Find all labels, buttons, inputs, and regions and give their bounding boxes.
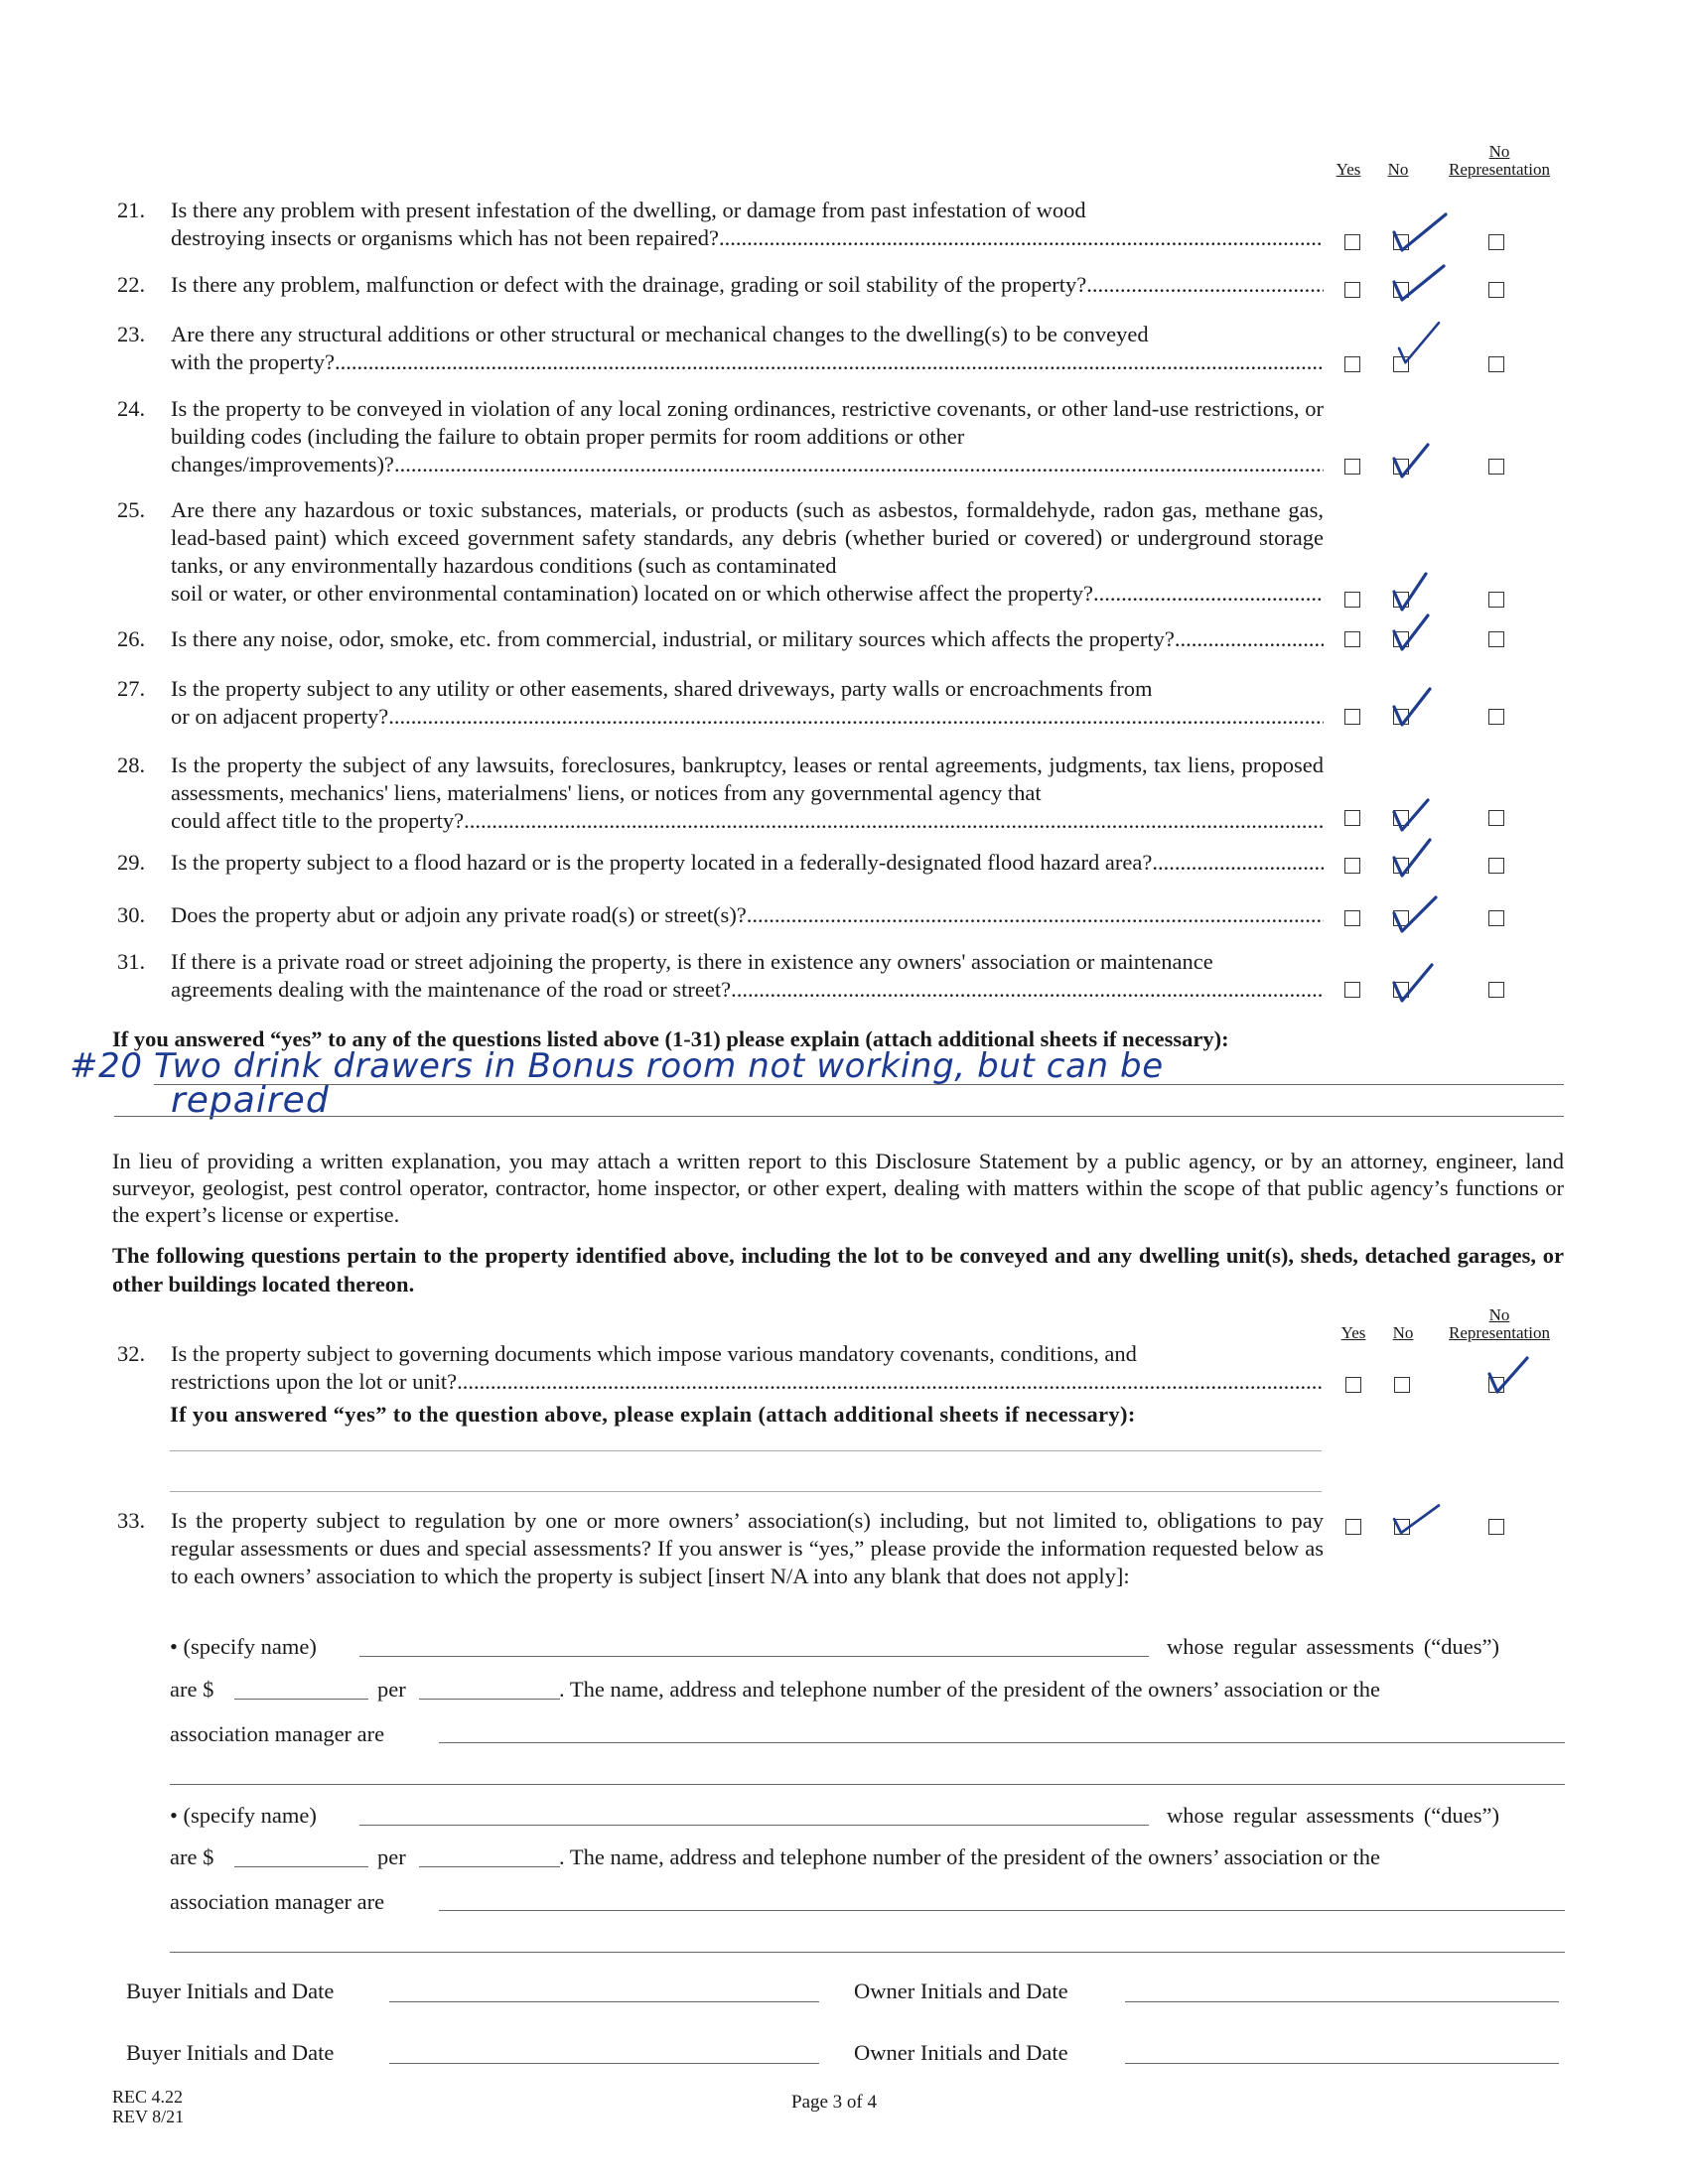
checkbox-norep-21[interactable] bbox=[1488, 234, 1504, 250]
question-number: 25. bbox=[117, 497, 146, 522]
question-text: Is the property subject to any utility or other easements, shared driveways, party walls or encroachments from bbox=[171, 676, 1153, 701]
handwritten-check-mark-27 bbox=[1388, 685, 1450, 733]
checkbox-yes-22[interactable] bbox=[1344, 282, 1360, 298]
col-representation-label: Representation bbox=[1449, 1323, 1550, 1342]
handwritten-check-mark-22 bbox=[1388, 260, 1450, 308]
checkbox-yes-21[interactable] bbox=[1344, 234, 1360, 250]
question-text-last: soil or water, or other environmental contamination) located on or which otherwise affect the property? bbox=[171, 581, 1093, 606]
col-no-representation-header-2 bbox=[1430, 1306, 1569, 1342]
hoa-name-address-label-2: . The name, address and telephone number of the president of the owners’ association or the bbox=[559, 1844, 1381, 1869]
question-number: 21. bbox=[117, 198, 146, 222]
col-no-header: No bbox=[1387, 160, 1409, 179]
question-22 bbox=[117, 271, 1324, 299]
section-note: The following questions pertain to the property identified above, including the lot to be conveyed and any dwelling unit(s), sheds, detached garages, or other buildings located thereon. bbox=[112, 1243, 1564, 1297]
explain-prompt: If you answered “yes” to any of the questions listed above (1-31) please explain (attach additional sheets if necessary): bbox=[112, 1026, 1229, 1051]
col-no-representation-header bbox=[1430, 143, 1569, 179]
checkbox-norep-33[interactable] bbox=[1488, 1519, 1504, 1535]
question-text-last: destroying insects or organisms which has not been repaired? bbox=[171, 225, 719, 250]
buyer-initials-label-2: Buyer Initials and Date bbox=[126, 2040, 335, 2065]
lieu-paragraph: In lieu of providing a written explanation, you may attach a written report to this Disclosure Statement by a public agency, or by an attorney, engineer, land surveyor, geologist, pest control operator, contractor, home inspector, or other expert, dealing with matters within the scope of that public agency’s functions or the expert’s license or expertise. bbox=[112, 1149, 1564, 1227]
hoa-dues-period-field-1[interactable] bbox=[419, 1699, 560, 1700]
hoa-manager-field-1b[interactable] bbox=[170, 1784, 1565, 1785]
checkbox-yes-29[interactable] bbox=[1344, 858, 1360, 874]
question-text-last: agreements dealing with the maintenance of the road or street? bbox=[171, 977, 732, 1002]
checkbox-norep-22[interactable] bbox=[1488, 282, 1504, 298]
form-code: REC 4.22 bbox=[112, 2087, 184, 2107]
question-23 bbox=[117, 321, 1324, 376]
question-26 bbox=[117, 625, 1324, 653]
hoa-manager-field-2b[interactable] bbox=[170, 1952, 1565, 1953]
hoa-name-address-label-1: . The name, address and telephone number of the president of the owners’ association or the bbox=[559, 1677, 1381, 1702]
checkbox-norep-28[interactable] bbox=[1488, 810, 1504, 826]
question-number: 28. bbox=[117, 752, 146, 777]
question-30 bbox=[117, 901, 1324, 929]
handwritten-check-mark-24 bbox=[1388, 437, 1450, 484]
page-number: Page 3 of 4 bbox=[791, 2092, 878, 2113]
owner-initials-label-1: Owner Initials and Date bbox=[854, 1979, 1068, 2003]
q32-explanation-line-1[interactable] bbox=[170, 1450, 1322, 1451]
question-text-last: Is the property subject to a flood hazard or is the property located in a federally-designated flood hazard area? bbox=[171, 850, 1153, 875]
checkbox-norep-26[interactable] bbox=[1488, 631, 1504, 647]
question-25 bbox=[117, 496, 1324, 608]
checkbox-norep-27[interactable] bbox=[1488, 709, 1504, 725]
checkbox-yes-23[interactable] bbox=[1344, 356, 1360, 372]
handwritten-explanation-line1: #20 Two drink drawers in Bonus room not working, but can be bbox=[70, 1046, 1164, 1086]
handwritten-check-mark-33 bbox=[1389, 1497, 1451, 1545]
q32-explain-prompt: If you answered “yes” to the question above, please explain (attach additional sheets if necessary): bbox=[170, 1402, 1136, 1427]
hoa-manager-label-1: association manager are bbox=[170, 1721, 385, 1746]
owner-initials-field-1[interactable] bbox=[1125, 2001, 1559, 2002]
question-text-last: could affect title to the property? bbox=[171, 808, 465, 833]
question-text-last: Is there any noise, odor, smoke, etc. from commercial, industrial, or military sources which affects the property? bbox=[171, 626, 1175, 651]
q32-explanation-line-2[interactable] bbox=[170, 1491, 1322, 1492]
owner-initials-field-2[interactable] bbox=[1125, 2063, 1559, 2064]
hoa-name-field-2[interactable] bbox=[359, 1825, 1149, 1826]
handwritten-explanation-line2: repaired bbox=[171, 1080, 330, 1121]
hoa-specify-name-label-2: • (specify name) bbox=[170, 1803, 317, 1828]
explanation-line-1[interactable] bbox=[154, 1084, 1564, 1085]
checkbox-no-32[interactable] bbox=[1394, 1377, 1410, 1393]
hoa-manager-field-1[interactable] bbox=[439, 1742, 1565, 1743]
question-text-last: changes/improvements)? bbox=[171, 452, 394, 477]
question-text-last: Is there any problem, malfunction or defect with the drainage, grading or soil stability of the property? bbox=[171, 272, 1087, 297]
form-revision: REV 8/21 bbox=[112, 2107, 185, 2126]
owner-initials-label-2: Owner Initials and Date bbox=[854, 2040, 1068, 2065]
handwritten-check-mark-23 bbox=[1388, 320, 1450, 367]
col-no-label: No bbox=[1488, 142, 1510, 161]
buyer-initials-field-2[interactable] bbox=[389, 2063, 819, 2064]
question-number: 26. bbox=[117, 626, 146, 651]
hoa-manager-label-2: association manager are bbox=[170, 1889, 385, 1914]
question-text: If there is a private road or street adjoining the property, is there in existence any owners' association or maintenance bbox=[171, 949, 1213, 974]
checkbox-yes-25[interactable] bbox=[1344, 592, 1360, 608]
question-text-last: with the property? bbox=[171, 349, 335, 374]
col-yes-header-2: Yes bbox=[1340, 1323, 1366, 1342]
handwritten-check-mark-25 bbox=[1388, 568, 1450, 615]
question-text: Is the property to be conveyed in violation of any local zoning ordinances, restrictive covenants, or other land-use restrictions, or building codes (including the failure to obtain proper permits for room additions or other bbox=[171, 396, 1324, 449]
handwritten-check-mark-21 bbox=[1388, 210, 1450, 258]
checkbox-yes-33[interactable] bbox=[1345, 1519, 1361, 1535]
hoa-dues-amount-field-1[interactable] bbox=[234, 1699, 368, 1700]
hoa-whose-label-1: whose regular assessments (“dues”) bbox=[1167, 1634, 1500, 1659]
hoa-are-label-2: are $ bbox=[170, 1844, 214, 1869]
checkbox-norep-24[interactable] bbox=[1488, 459, 1504, 475]
hoa-manager-field-2[interactable] bbox=[439, 1910, 1565, 1911]
checkbox-yes-30[interactable] bbox=[1344, 910, 1360, 926]
question-33 bbox=[117, 1507, 1324, 1590]
checkbox-yes-32[interactable] bbox=[1345, 1377, 1361, 1393]
question-number: 24. bbox=[117, 396, 146, 421]
handwritten-check-mark-29 bbox=[1388, 834, 1450, 882]
question-text: Is the property subject to governing documents which impose various mandatory covenants, conditions, and bbox=[171, 1341, 1137, 1366]
hoa-dues-period-field-2[interactable] bbox=[419, 1866, 560, 1867]
handwritten-check-mark-28 bbox=[1388, 790, 1450, 838]
handwritten-check-mark-26 bbox=[1388, 610, 1450, 657]
explanation-line-2[interactable] bbox=[114, 1116, 1564, 1117]
col-no-header-2: No bbox=[1392, 1323, 1414, 1342]
question-27 bbox=[117, 675, 1324, 731]
hoa-specify-name-label-1: • (specify name) bbox=[170, 1634, 317, 1659]
checkbox-yes-24[interactable] bbox=[1344, 459, 1360, 475]
question-28 bbox=[117, 751, 1324, 835]
checkbox-yes-31[interactable] bbox=[1344, 982, 1360, 998]
checkbox-norep-31[interactable] bbox=[1488, 982, 1504, 998]
question-number: 22. bbox=[117, 272, 146, 297]
question-text: Are there any hazardous or toxic substances, materials, or products (such as asbestos, formaldehyde, radon gas, methane gas, lead-based paint) which exceed government safety standards, any debris (whether buried or covered) or underground storage tanks, or any environmentally hazardous conditions (such as contaminated bbox=[171, 497, 1324, 578]
checkbox-yes-28[interactable] bbox=[1344, 810, 1360, 826]
hoa-per-label-2: per bbox=[377, 1844, 406, 1869]
form-number bbox=[112, 2087, 184, 2126]
checkbox-yes-27[interactable] bbox=[1344, 709, 1360, 725]
question-21 bbox=[117, 197, 1324, 252]
col-no-label: No bbox=[1488, 1305, 1510, 1324]
question-29 bbox=[117, 849, 1324, 877]
question-text: Are there any structural additions or other structural or mechanical changes to the dwelling(s) to be conveyed bbox=[171, 322, 1149, 346]
question-number: 32. bbox=[117, 1341, 146, 1366]
question-number: 23. bbox=[117, 322, 146, 346]
question-number: 33. bbox=[117, 1508, 146, 1533]
checkbox-norep-23[interactable] bbox=[1488, 356, 1504, 372]
question-text-last: restrictions upon the lot or unit? bbox=[171, 1369, 458, 1394]
buyer-initials-field-1[interactable] bbox=[389, 2001, 819, 2002]
question-31 bbox=[117, 948, 1324, 1004]
handwritten-check-mark-30 bbox=[1388, 891, 1450, 939]
hoa-dues-amount-field-2[interactable] bbox=[234, 1866, 368, 1867]
handwritten-check-mark-31 bbox=[1388, 961, 1450, 1009]
checkbox-norep-30[interactable] bbox=[1488, 910, 1504, 926]
checkbox-yes-26[interactable] bbox=[1344, 631, 1360, 647]
question-text: Is there any problem with present infestation of the dwelling, or damage from past infestation of wood bbox=[171, 198, 1086, 222]
handwritten-check-mark-32 bbox=[1483, 1352, 1545, 1400]
question-32 bbox=[117, 1340, 1324, 1396]
question-text: Is the property the subject of any lawsuits, foreclosures, bankruptcy, leases or rental agreements, judgments, tax liens, proposed assessments, mechanics' liens, materialmens' liens, or notices from any governmental agency that bbox=[171, 752, 1324, 805]
question-number: 30. bbox=[117, 902, 146, 927]
question-text-last: or on adjacent property? bbox=[171, 704, 389, 729]
checkbox-norep-25[interactable] bbox=[1488, 592, 1504, 608]
question-number: 27. bbox=[117, 676, 146, 701]
question-number: 29. bbox=[117, 850, 146, 875]
col-yes-header: Yes bbox=[1336, 160, 1361, 179]
question-number: 31. bbox=[117, 949, 146, 974]
buyer-initials-label-1: Buyer Initials and Date bbox=[126, 1979, 335, 2003]
checkbox-norep-29[interactable] bbox=[1488, 858, 1504, 874]
col-representation-label: Representation bbox=[1449, 160, 1550, 179]
hoa-whose-label-2: whose regular assessments (“dues”) bbox=[1167, 1803, 1500, 1828]
question-text: Is the property subject to regulation by one or more owners’ association(s) including, but not limited to, obligations to pay regular assessments or dues and special assessments? If you answer is “yes,” please provide the information requested below as to each owners’ association to which the property is subject [insert N/A into any blank that does not apply]: bbox=[171, 1508, 1324, 1588]
hoa-name-field-1[interactable] bbox=[359, 1656, 1149, 1657]
hoa-per-label-1: per bbox=[377, 1677, 406, 1702]
question-text-last: Does the property abut or adjoin any private road(s) or street(s)? bbox=[171, 902, 747, 927]
question-24 bbox=[117, 395, 1324, 478]
hoa-are-label-1: are $ bbox=[170, 1677, 214, 1702]
